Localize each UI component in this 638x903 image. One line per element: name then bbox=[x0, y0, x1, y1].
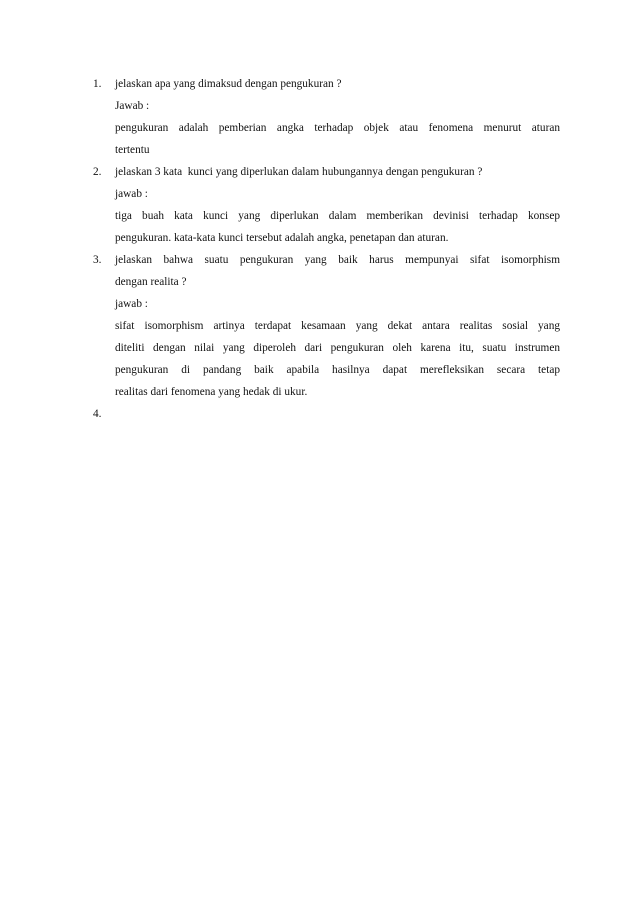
item-number: 1. bbox=[93, 78, 102, 90]
answer-line: tertentu bbox=[115, 144, 150, 156]
question-text: jelaskan 3 kata kunci yang diperlukan dalam hubungannya dengan pengukuran ? bbox=[115, 166, 483, 178]
answer-label: Jawab : bbox=[115, 100, 150, 112]
question-item-1 bbox=[93, 73, 560, 161]
item-number: 3. bbox=[93, 254, 102, 266]
answer-label: jawab : bbox=[115, 188, 148, 200]
question-text: dengan realita ? bbox=[115, 276, 187, 288]
answer-line: sifat isomorphism artinya terdapat kesamaan yang dekat antara realitas sosial yang bbox=[115, 320, 560, 332]
answer-line: pengukuran. kata-kata kunci tersebut adalah angka, penetapan dan aturan. bbox=[115, 232, 449, 244]
answer-line: realitas dari fenomena yang hedak di ukur. bbox=[115, 386, 308, 398]
answer-line: pengukuran di pandang baik apabila hasilnya dapat merefleksikan secara tetap bbox=[115, 364, 560, 376]
question-text: jelaskan apa yang dimaksud dengan pengukuran ? bbox=[115, 78, 342, 90]
item-number: 4. bbox=[93, 408, 102, 420]
question-item-2 bbox=[93, 161, 560, 249]
question-list bbox=[93, 73, 560, 425]
answer-line: diteliti dengan nilai yang diperoleh dari pengukuran oleh karena itu, suatu instrumen bbox=[115, 342, 560, 354]
question-item-4 bbox=[93, 403, 560, 425]
item-number: 2. bbox=[93, 166, 102, 178]
answer-label: jawab : bbox=[115, 298, 148, 310]
empty-line bbox=[115, 403, 560, 425]
question-text: jelaskan bahwa suatu pengukuran yang baik harus mempunyai sifat isomorphism bbox=[115, 254, 560, 266]
answer-line: pengukuran adalah pemberian angka terhadap objek atau fenomena menurut aturan bbox=[115, 122, 560, 134]
question-item-3 bbox=[93, 249, 560, 403]
answer-line: tiga buah kata kunci yang diperlukan dalam memberikan devinisi terhadap konsep bbox=[115, 210, 560, 222]
